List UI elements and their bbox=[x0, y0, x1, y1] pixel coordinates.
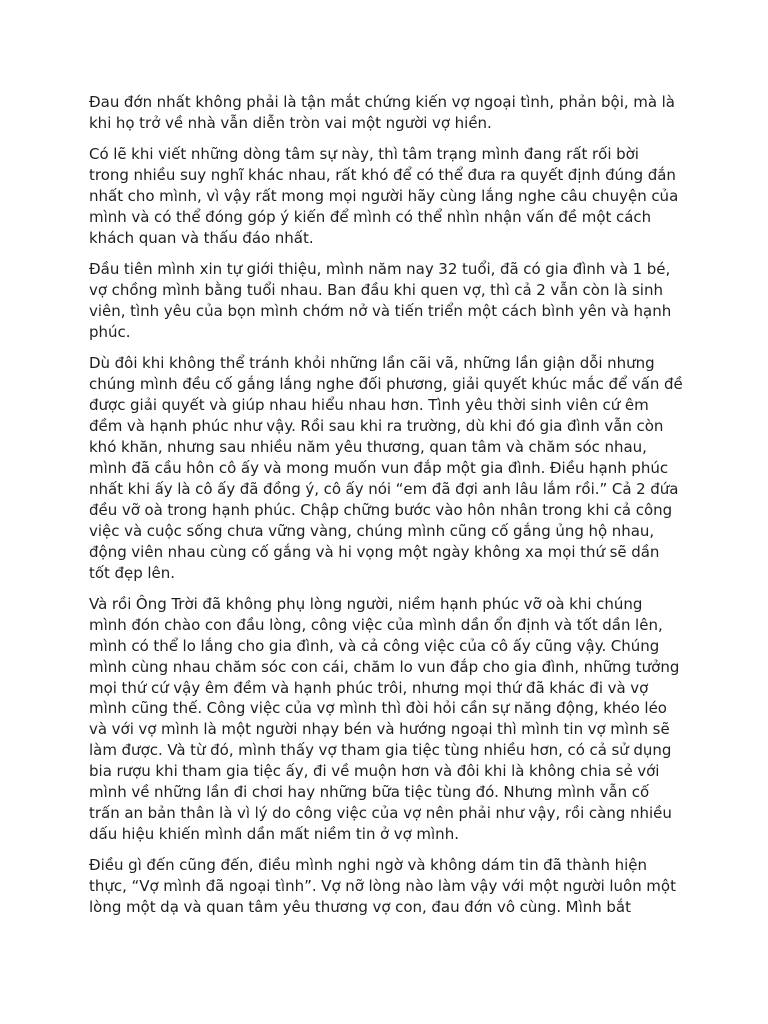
paragraph-1: Đau đớn nhất không phải là tận mắt chứng kiến vợ ngoại tình, phản bội, mà là khi họ trở về nhà vẫn diễn tròn vai một người vợ hiền. bbox=[89, 93, 675, 132]
paragraph-3: Đầu tiên mình xin tự giới thiệu, mình năm nay 32 tuổi, đã có gia đình và 1 bé, vợ chồng mình bằng tuổi nhau. Ban đầu khi quen vợ, thì cả 2 vẫn còn là sinh viên, tình yêu của bọn mình chớm nở và tiến triển một cách bình yên và hạnh phúc. bbox=[89, 260, 672, 342]
paragraph-6: Điều gì đến cũng đến, điều mình nghi ngờ và không dám tin đã thành hiện thực, “Vợ mình đã ngoại tình”. Vợ nỡ lòng nào làm vậy với một người luôn một lòng một dạ và quan tâm yêu thương vợ con, đau đớn vô cùng. Mình bắt bbox=[89, 856, 676, 917]
paragraph-4: Dù đôi khi không thể tránh khỏi những lần cãi vã, những lần giận dỗi nhưng chúng mình đều cố gắng lắng nghe đối phương, giải quyết khúc mắc để vấn đề được giải quyết và giúp nhau hiểu nhau hơn. Tình yêu thời sinh viên cứ êm đềm và hạnh phúc như vậy. Rồi sau khi ra trường, dù khi đó gia đình vẫn còn khó khăn, nhưng sau nhiều năm yêu thương, quan tâm và chăm sóc nhau, mình đã cầu hôn cô ấy và mong muốn vun đắp một gia đình. Điều hạnh phúc nhất khi ấy là cô ấy đã đồng ý, cô ấy nói “em đã đợi anh lâu lắm rồi.” Cả 2 đứa đều vỡ oà trong hạnh phúc. Chập chững bước vào hôn nhân trong khi cả công việc và cuộc sống chưa vững vàng, chúng mình cũng cố gắng ủng hộ nhau, động viên nhau cùng cố gắng và hi vọng một ngày không xa mọi thứ sẽ dần tốt đẹp lên. bbox=[89, 354, 683, 582]
paragraph-5: Và rồi Ông Trời đã không phụ lòng người, niềm hạnh phúc vỡ oà khi chúng mình đón chào con đầu lòng, công việc của mình dần ổn định và tốt dần lên, mình có thể lo lắng cho gia đình, và cả công việc của cô ấy cũng vậy. Chúng mình cùng nhau chăm sóc con cái, chăm lo vun đắp cho gia đình, những tưởng mọi thứ cứ vậy êm đềm và hạnh phúc trôi, nhưng mọi thứ đã khác đi và vợ mình cũng thế. Công việc của vợ mình thì đòi hỏi cần sự năng động, khéo léo và với vợ mình là một người nhạy bén và hướng ngoại thì mình tin vợ mình sẽ làm được. Và từ đó, mình thấy vợ tham gia tiệc tùng nhiều hơn, có cả sử dụng bia rượu khi tham gia tiệc ấy, đi về muộn hơn và đôi khi là không chia sẻ với mình về những lần đi chơi hay những bữa tiệc tùng đó. Nhưng mình vẫn cố trấn an bản thân là vì lý do công việc của vợ nên phải như vậy, rồi càng nhiều dấu hiệu khiến mình dần mất niềm tin ở vợ mình. bbox=[89, 594, 680, 843]
document-body bbox=[89, 92, 683, 929]
paragraph-2: Có lẽ khi viết những dòng tâm sự này, thì tâm trạng mình đang rất rối bời trong nhiều suy nghĩ khác nhau, rất khó để có thể đưa ra quyết định đúng đắn nhất cho mình, vì vậy rất mong mọi người hãy cùng lắng nghe câu chuyện của mình và có thể đóng góp ý kiến để mình có thể nhìn nhận vấn đề một cách khách quan và thấu đáo nhất. bbox=[89, 145, 679, 247]
